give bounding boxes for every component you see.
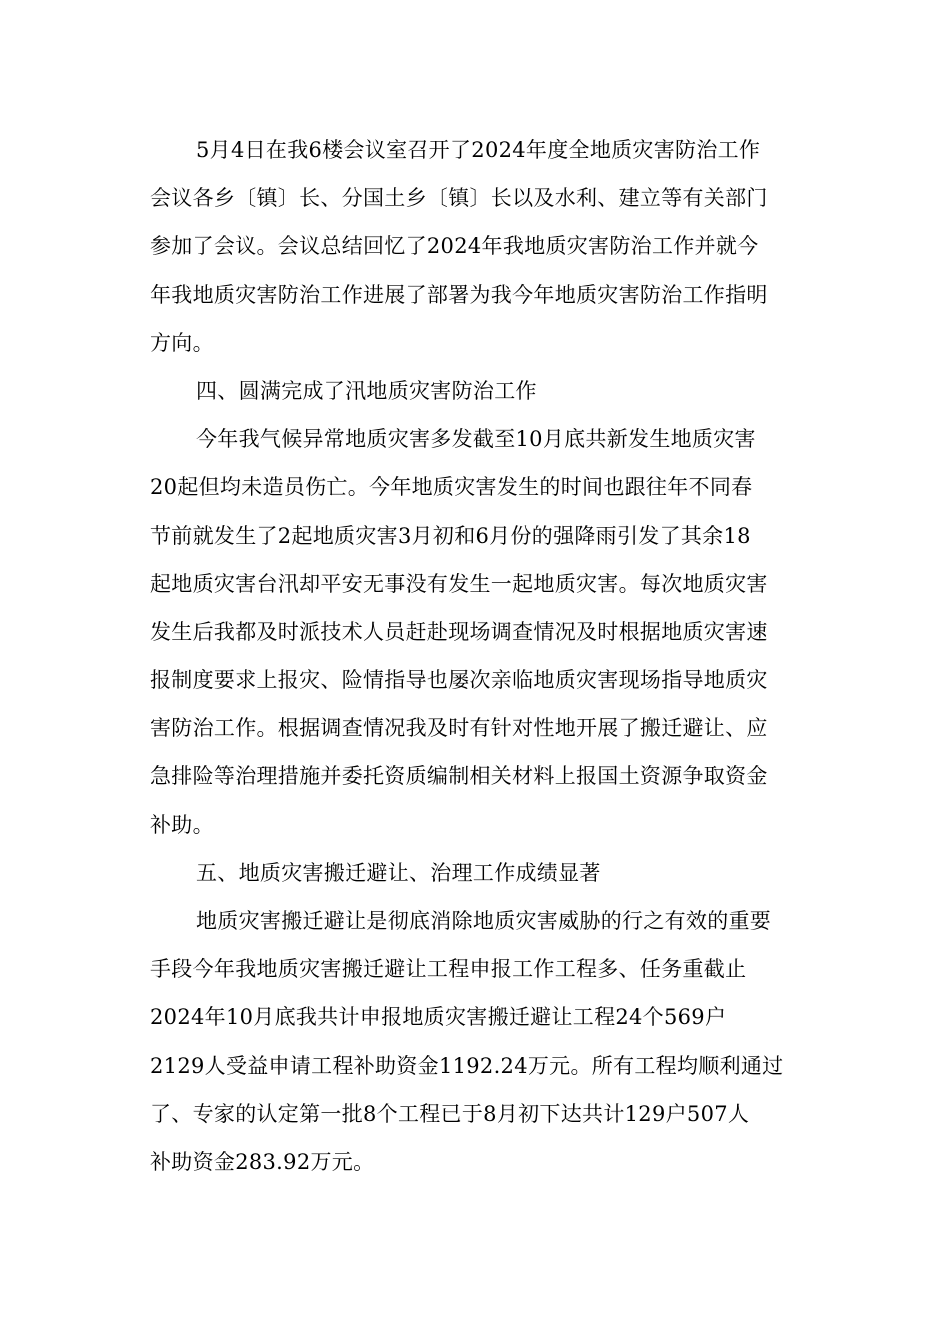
section-heading-4	[150, 367, 802, 415]
paragraph-flood-season	[150, 415, 802, 849]
section-heading-5	[150, 849, 802, 897]
paragraph-line: 地质灾害搬迁避让是彻底消除地质灾害威胁的行之有效的重要	[196, 909, 772, 933]
paragraph-line: 手段今年我地质灾害搬迁避让工程申报工作工程多、任务重截止	[150, 957, 747, 982]
paragraph-line: 2024年10月底我共计申报地质灾害搬迁避让工程24个569户	[150, 1005, 727, 1030]
paragraph-line: 补助。	[150, 812, 214, 837]
paragraph-line: 5月4日在我6楼会议室召开了2024年度全地质灾害防治工作	[196, 138, 761, 162]
paragraph-line: 方向。	[150, 330, 214, 355]
heading-line: 四、圆满完成了汛地质灾害防治工作	[196, 378, 537, 403]
paragraph-line: 害防治工作。根据调查情况我及时有针对性地开展了搬迁避让、应	[150, 716, 768, 741]
document-body	[150, 126, 802, 1186]
paragraph-line: 20起但均未造员伤亡。今年地质灾害发生的时间也跟往年不同春	[150, 475, 753, 500]
paragraph-line: 了、专家的认定第一批8个工程已于8月初下达共计129户507人	[150, 1101, 750, 1126]
heading-line: 五、地质灾害搬迁避让、治理工作成绩显著	[196, 860, 601, 885]
paragraph-relocation	[150, 897, 802, 1186]
paragraph-line: 会议各乡〔镇〕长、分国土乡〔镇〕长以及水利、建立等有关部门	[150, 186, 768, 211]
paragraph-line: 急排险等治理措施并委托资质编制相关材料上报国土资源争取资金	[150, 764, 768, 789]
paragraph-line: 节前就发生了2起地质灾害3月初和6月份的强降雨引发了其余18	[150, 523, 751, 548]
paragraph-line: 报制度要求上报灾、险情指导也屡次亲临地质灾害现场指导地质灾	[150, 668, 768, 693]
paragraph-line: 参加了会议。会议总结回忆了2024年我地质灾害防治工作并就今	[150, 234, 759, 259]
paragraph-line: 年我地质灾害防治工作进展了部署为我今年地质灾害防治工作指明	[150, 282, 768, 307]
paragraph-line: 发生后我都及时派技术人员赶赴现场调查情况及时根据地质灾害速	[150, 619, 768, 644]
paragraph-meeting	[150, 126, 802, 367]
paragraph-line: 今年我气候异常地质灾害多发截至10月底共新发生地质灾害	[196, 427, 756, 452]
paragraph-line: 补助资金283.92万元。	[150, 1149, 375, 1174]
paragraph-line: 2129人受益申请工程补助资金1192.24万元。所有工程均顺利通过	[150, 1053, 784, 1078]
paragraph-line: 起地质灾害台汛却平安无事没有发生一起地质灾害。每次地质灾害	[150, 571, 768, 596]
